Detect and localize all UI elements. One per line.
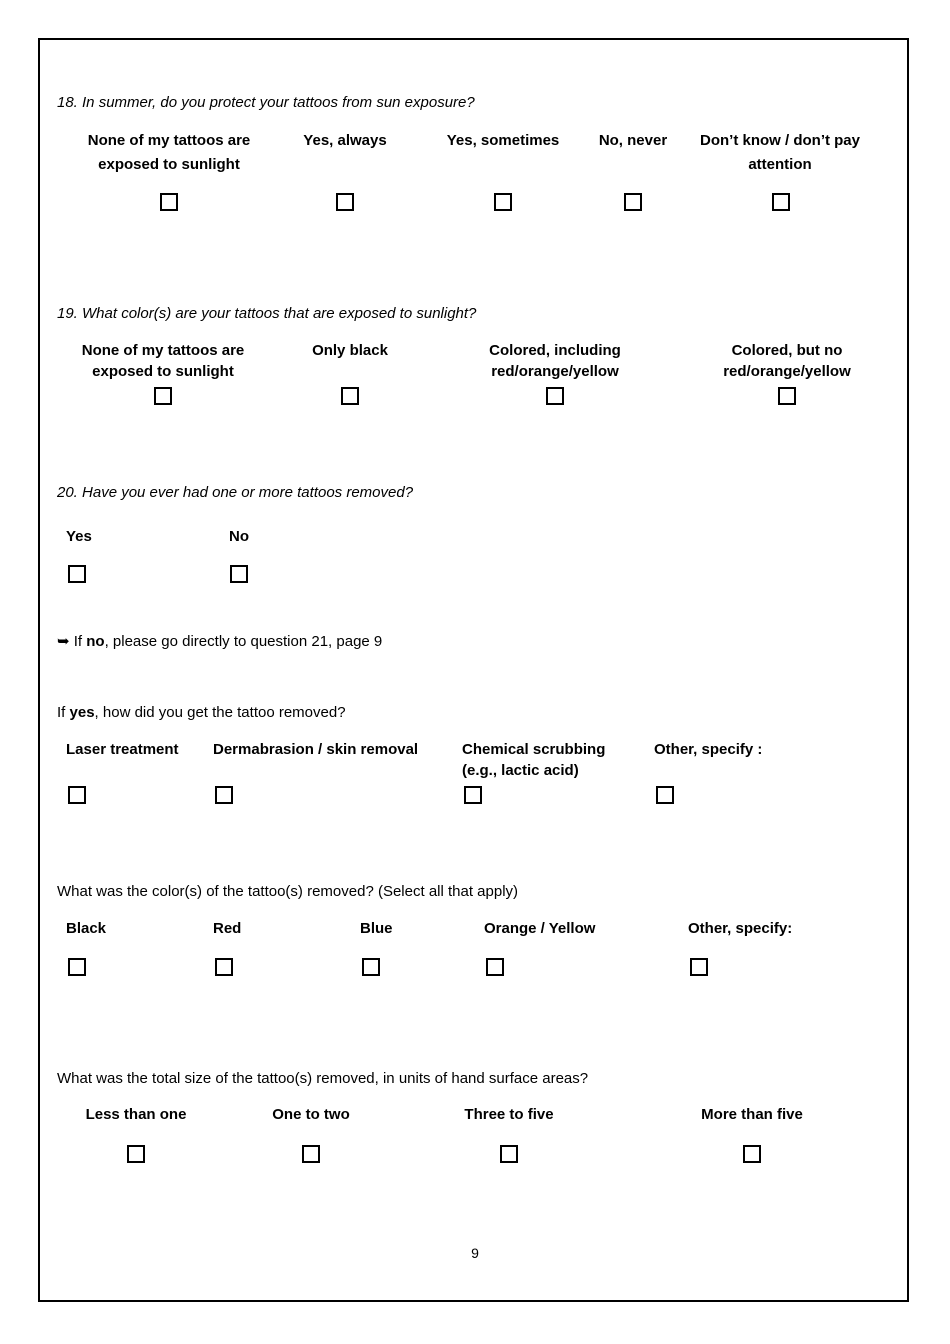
q20-option-label: Yes	[66, 528, 92, 545]
size-checkbox-more-than-five[interactable]	[743, 1145, 761, 1163]
colors-option-label: Orange / Yellow	[484, 920, 596, 937]
colors-option-label: Black	[66, 920, 107, 937]
q19-option-label: Colored, but no red/orange/yellow	[723, 342, 851, 380]
colors-checkbox-blue[interactable]	[362, 958, 380, 976]
size-checkbox-less-than-one[interactable]	[127, 1145, 145, 1163]
size-option-label: Less than one	[85, 1106, 187, 1123]
removal-checkbox-other[interactable]	[656, 786, 674, 804]
q20-checkbox-yes[interactable]	[68, 565, 86, 583]
colors-option-label: Other, specify:	[688, 920, 793, 937]
q20-skip-instruction: ➥ If no, please go directly to question 21, page 9	[57, 633, 383, 650]
q19-checkbox-only-black[interactable]	[341, 387, 359, 405]
q18-option-label: No, never	[598, 132, 668, 149]
removal-option-label: Chemical scrubbing (e.g., lactic acid)	[462, 741, 606, 779]
size-option-label: Three to five	[464, 1106, 554, 1123]
q19-option-label: None of my tattoos are exposed to sunlight	[81, 342, 245, 380]
removal-checkbox-laser[interactable]	[68, 786, 86, 804]
size-option-label: More than five	[701, 1106, 803, 1123]
colors-checkbox-orange-yellow[interactable]	[486, 958, 504, 976]
q19-checkbox-colored-including[interactable]	[546, 387, 564, 405]
removal-option-label: Dermabrasion / skin removal	[213, 741, 419, 758]
q18-option-label: Yes, always	[303, 132, 387, 149]
removal-question: If yes, how did you get the tattoo removed?	[57, 704, 346, 721]
colors-option-label: Blue	[360, 920, 393, 937]
size-question: What was the total size of the tattoo(s) removed, in units of hand surface areas?	[57, 1070, 589, 1087]
removal-checkbox-dermabrasion[interactable]	[215, 786, 233, 804]
q18-option-label: Yes, sometimes	[446, 132, 560, 149]
q20-question: 20. Have you ever had one or more tattoos removed?	[57, 484, 414, 501]
colors-checkbox-other[interactable]	[690, 958, 708, 976]
q18-question: 18. In summer, do you protect your tattoos from sun exposure?	[57, 94, 475, 111]
q19-checkbox-colored-no[interactable]	[778, 387, 796, 405]
q19-question: 19. What color(s) are your tattoos that are exposed to sunlight?	[57, 305, 477, 322]
colors-checkbox-black[interactable]	[68, 958, 86, 976]
q18-checkbox-yes-always[interactable]	[336, 193, 354, 211]
q18-option-label: None of my tattoos are exposed to sunlight	[87, 132, 251, 173]
colors-option-label: Red	[213, 920, 242, 937]
colors-question: What was the color(s) of the tattoo(s) removed? (Select all that apply)	[57, 883, 519, 900]
q18-checkbox-no-never[interactable]	[624, 193, 642, 211]
removal-checkbox-chemical[interactable]	[464, 786, 482, 804]
q20-checkbox-no[interactable]	[230, 565, 248, 583]
removal-option-label: Other, specify :	[654, 741, 763, 758]
q18-checkbox-none-exposed[interactable]	[160, 193, 178, 211]
colors-checkbox-red[interactable]	[215, 958, 233, 976]
q19-option-label: Only black	[312, 342, 388, 359]
size-option-label: One to two	[272, 1106, 350, 1123]
q18-option-label: Don’t know / don’t pay attention	[700, 132, 860, 173]
q19-option-label: Colored, including red/orange/yellow	[489, 342, 621, 380]
q20-option-label: No	[229, 528, 249, 545]
arrow-icon: ➥	[57, 633, 70, 650]
q18-checkbox-dont-know[interactable]	[772, 193, 790, 211]
q18-checkbox-yes-sometimes[interactable]	[494, 193, 512, 211]
size-checkbox-one-to-two[interactable]	[302, 1145, 320, 1163]
q19-checkbox-none-exposed[interactable]	[154, 387, 172, 405]
removal-option-label: Laser treatment	[66, 741, 179, 758]
size-checkbox-three-to-five[interactable]	[500, 1145, 518, 1163]
page-number: 9	[471, 1245, 479, 1261]
